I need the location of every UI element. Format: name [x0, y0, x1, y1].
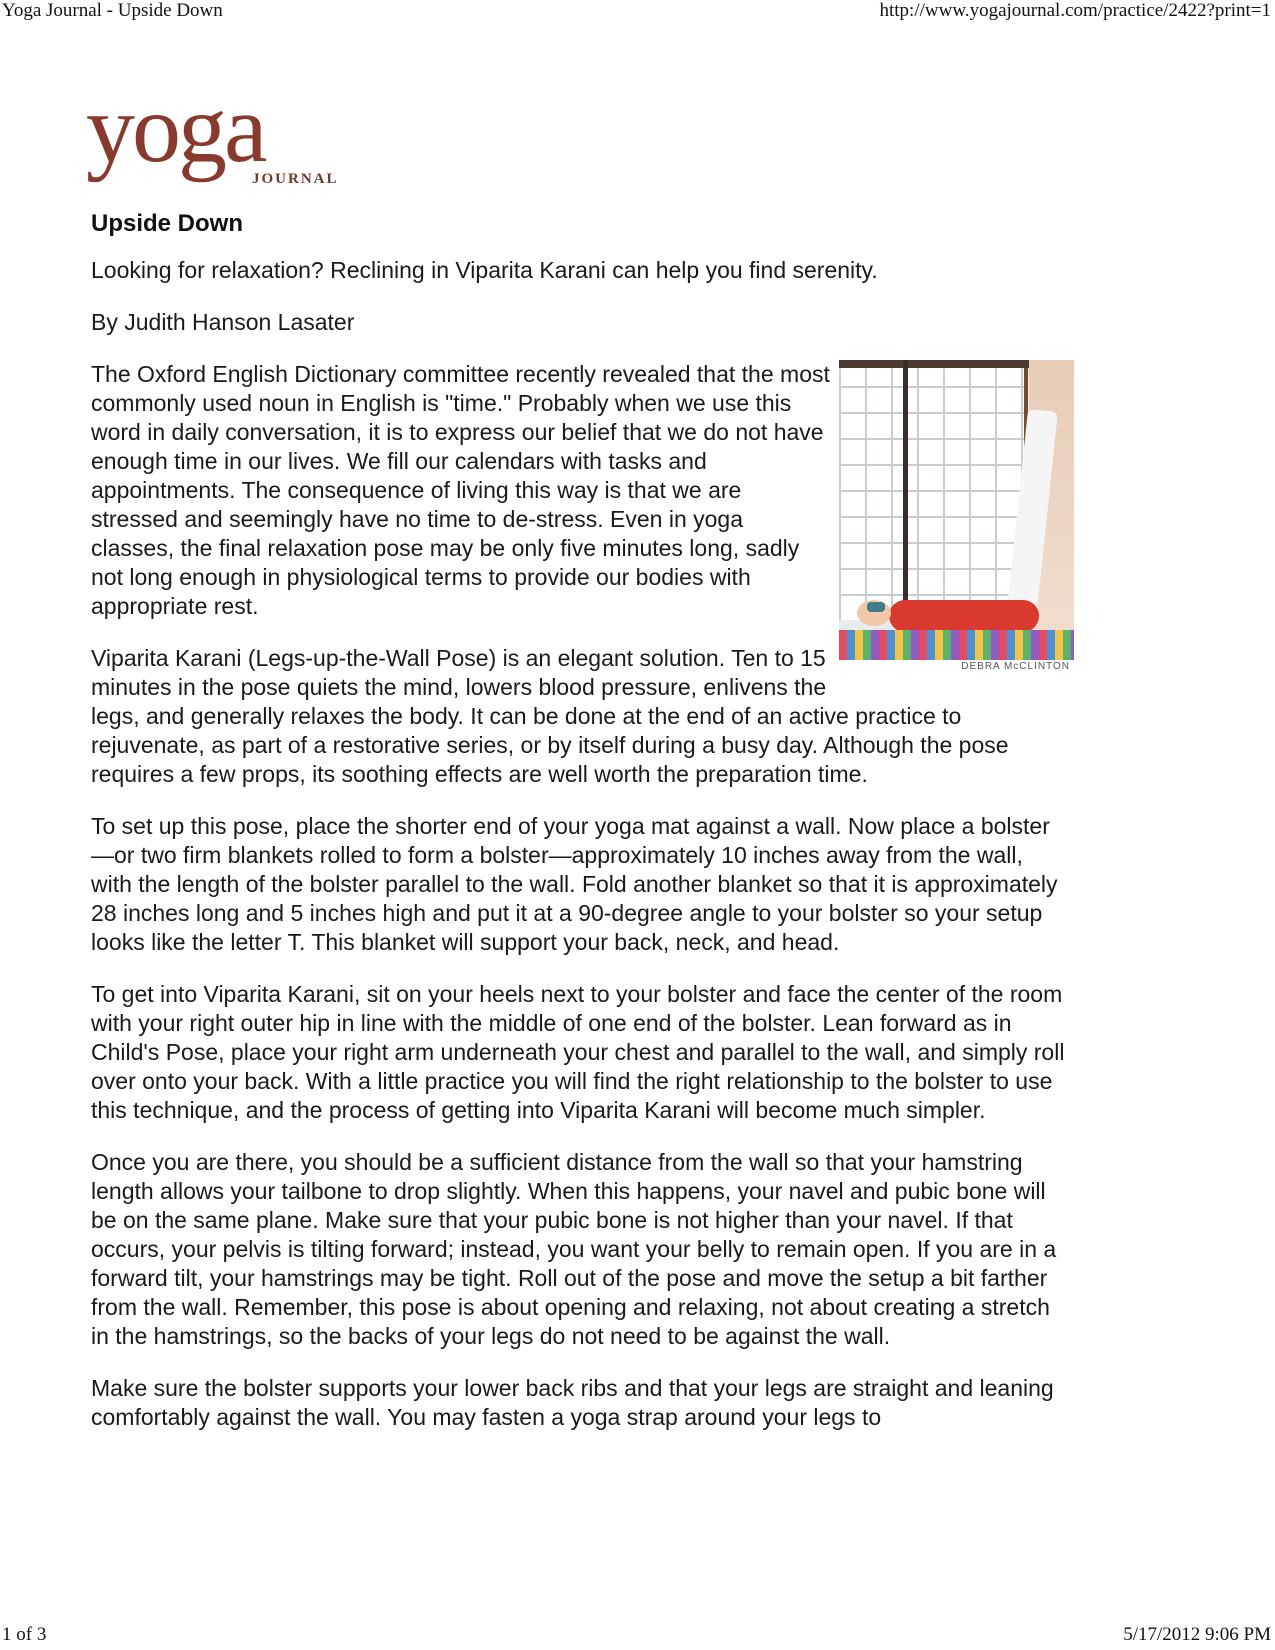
- paragraph: To get into Viparita Karani, sit on your heels next to your bolster and face the center of the room with your right outer hip in line with the middle of one end of the bolster. Lean forward as in Child's Pose, place your right arm underneath your chest and parallel to the wall, and simply roll over onto your back. With a little practice you will find the right relationship to the bolster to use this technique, and the process of getting into Viparita Karani will become much simpler.: [91, 981, 1065, 1123]
- print-header: [0, 0, 1275, 26]
- paragraph: Viparita Karani (Legs-up-the-Wall Pose) is an elegant solution. Ten to 15 minutes in the pose quiets the mind, lowers blood pressure, enlivens the legs, and generally relaxes the body. It can be done at the end of an active practice to rejuvenate, as part of a restorative series, or by itself during a busy day. Although the pose requires a few props, its soothing effects are well worth the preparation time.: [91, 645, 1009, 787]
- print-timestamp: 5/17/2012 9:06 PM: [1123, 1624, 1271, 1645]
- print-footer: [0, 1624, 1275, 1650]
- logo-word: yoga: [86, 75, 265, 183]
- page-count: 1 of 3: [2, 1624, 47, 1645]
- article-body: [91, 360, 1070, 1432]
- article-photo: [839, 360, 1074, 673]
- eye-pillow: [867, 602, 885, 612]
- photo-credit: DEBRA McCLINTON: [839, 660, 1074, 673]
- yoga-journal-logo: [86, 75, 376, 198]
- paragraph: Once you are there, you should be a sufficient distance from the wall so that your hamstring length allows your tailbone to drop slightly. When this happens, your navel and pubic bone will be on the same plane. Make sure that your pubic bone is not higher than your navel. If that occurs, your pelvis is tilting forward; instead, you want your belly to remain open. If you are in a forward tilt, your hamstrings may be tight. Roll out of the pose and move the setup a bit farther from the wall. Remember, this pose is about opening and relaxing, not about creating a stretch in the hamstrings, so the backs of your legs do not need to be against the wall.: [91, 1149, 1057, 1349]
- paragraph: The Oxford English Dictionary committee recently revealed that the most commonly used noun in English is "time." Probably when we use this word in daily conversation, it is to express our belief that we do not have enough time in our lives. We fill our calendars with tasks and appointments. The consequence of living this way is that we are stressed and seemingly have no time to de-stress. Even in yoga classes, the final relaxation pose may be only five minutes long, sadly not long enough in physiological terms to provide our bodies with appropriate rest.: [91, 361, 830, 619]
- shoji-window: [839, 360, 1028, 620]
- article-deck: Looking for relaxation? Reclining in Viparita Karani can help you find serenity.: [91, 257, 878, 283]
- logo-sub: JOURNAL: [252, 171, 339, 187]
- paragraph: To set up this pose, place the shorter end of your yoga mat against a wall. Now place a bolster—or two firm blankets rolled to form a bolster—approximately 10 inches away from the wall, with the length of the bolster parallel to the wall. Fold another blanket so that it is approximately 28 inches long and 5 inches high and put it at a 90-degree angle to your bolster so your setup looks like the letter T. This blanket will support your back, neck, and head.: [91, 813, 1058, 955]
- striped-mat: [839, 630, 1074, 660]
- article-title: Upside Down: [91, 210, 244, 237]
- print-header-url: http://www.yogajournal.com/practice/2422?print=1: [879, 0, 1271, 21]
- paragraph: Make sure the bolster supports your lower back ribs and that your legs are straight and leaning comfortably against the wall. You may fasten a yoga strap around your legs to: [91, 1375, 1054, 1430]
- print-header-title: Yoga Journal - Upside Down: [2, 0, 223, 21]
- reclining-figure: [889, 600, 1039, 632]
- article-byline: By Judith Hanson Lasater: [91, 309, 355, 335]
- article: [91, 210, 1070, 1455]
